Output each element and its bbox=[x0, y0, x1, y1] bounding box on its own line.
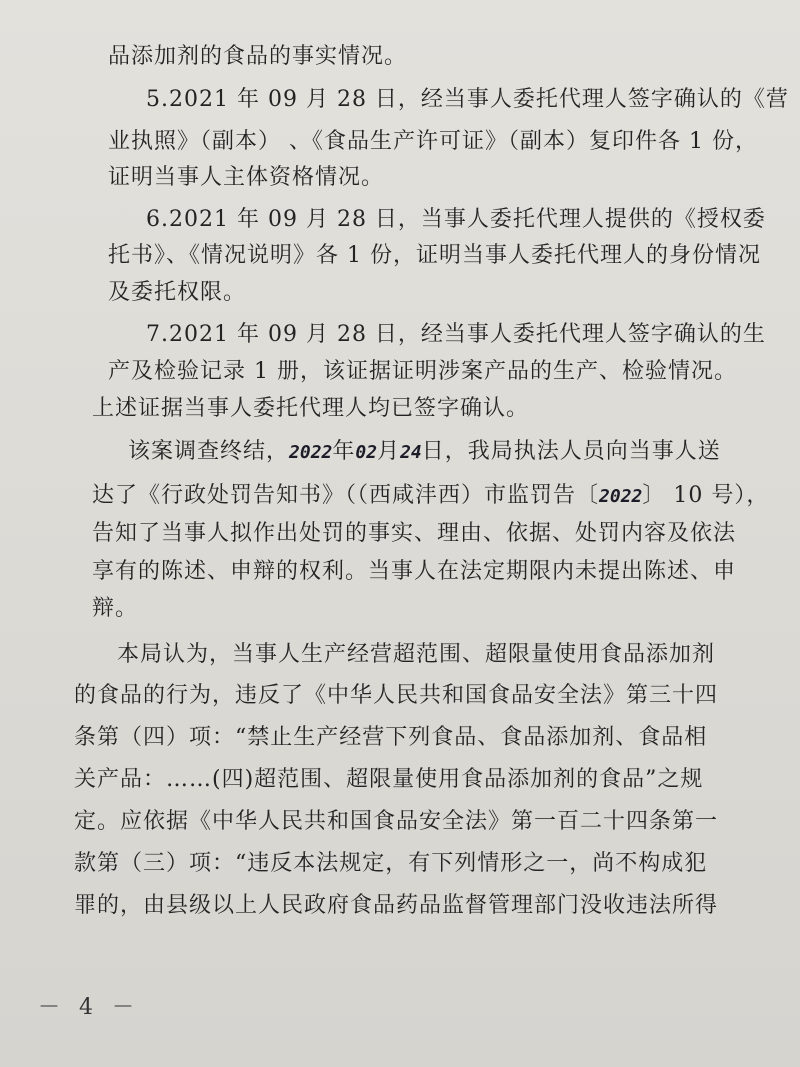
text-line-13: 告知了当事人拟作出处罚的事实、理由、依据、处罚内容及依法 bbox=[92, 521, 737, 546]
text-segment: 年 bbox=[332, 439, 356, 464]
text-line-17: 的食品的行为，违反了《中华人民共和国食品安全法》第三十四 bbox=[74, 683, 719, 708]
text-line-10: 上述证据当事人委托代理人均已签字确认。 bbox=[92, 396, 530, 421]
text-line-1: 品添加剂的食品的事实情况。 bbox=[108, 44, 408, 69]
text-line-5: 6.2021 年 09 月 28 日，当事人委托代理人提供的《授权委 bbox=[146, 207, 766, 232]
text-line-15: 辩。 bbox=[92, 596, 139, 621]
text-line-16: 本局认为，当事人生产经营超范围、超限量使用食品添加剂 bbox=[117, 642, 716, 667]
text-line-21: 款第（三）项：“违反本法规定，有下列情形之一，尚不构成犯 bbox=[74, 851, 708, 876]
text-segment: 〕 10 号）， bbox=[642, 483, 770, 508]
text-line-22: 罪的，由县级以上人民政府食品药品监督管理部门没收违法所得 bbox=[74, 893, 719, 918]
text-segment: 月 bbox=[377, 439, 401, 464]
text-line-12 bbox=[92, 481, 769, 512]
text-line-3: 业执照》（副本） 、《食品生产许可证》（副本）复印件各 1 份， bbox=[108, 129, 758, 154]
text-line-20: 定。应依据《中华人民共和国食品安全法》第一百二十四条第一 bbox=[74, 809, 719, 834]
text-line-18: 条第（四）项：“禁止生产经营下列食品、食品添加剂、食品相 bbox=[74, 725, 708, 750]
text-line-9: 产及检验记录 1 册，该证据证明涉案产品的生产、检验情况。 bbox=[108, 359, 737, 384]
text-line-6: 托书》、《情况说明》各 1 份，证明当事人委托代理人的身份情况 bbox=[108, 243, 761, 268]
page-number: － 4 － bbox=[38, 995, 140, 1020]
handwritten-year: 2022 bbox=[289, 442, 333, 463]
text-line-7: 及委托权限。 bbox=[108, 280, 247, 305]
text-line-19: 关产品：……(四)超范围、超限量使用食品添加剂的食品”之规 bbox=[74, 767, 704, 792]
text-segment: 日，我局执法人员向当事人送 bbox=[421, 439, 721, 464]
text-line-14: 享有的陈述、申辩的权利。当事人在法定期限内未提出陈述、申 bbox=[92, 559, 737, 584]
text-line-11 bbox=[128, 437, 721, 468]
text-line-4: 证明当事人主体资格情况。 bbox=[108, 165, 385, 190]
text-segment: 达了《行政处罚告知书》（（西咸沣西）市监罚告〔 bbox=[92, 483, 600, 508]
text-line-8: 7.2021 年 09 月 28 日，经当事人委托代理人签字确认的生 bbox=[146, 322, 766, 347]
text-line-2: 5.2021 年 09 月 28 日，经当事人委托代理人签字确认的《营 bbox=[146, 87, 789, 112]
handwritten-day: 24 bbox=[400, 442, 422, 463]
handwritten-notice-year: 2022 bbox=[599, 486, 643, 507]
handwritten-month: 02 bbox=[355, 442, 378, 463]
text-segment: 该案调查终结， bbox=[128, 439, 290, 464]
